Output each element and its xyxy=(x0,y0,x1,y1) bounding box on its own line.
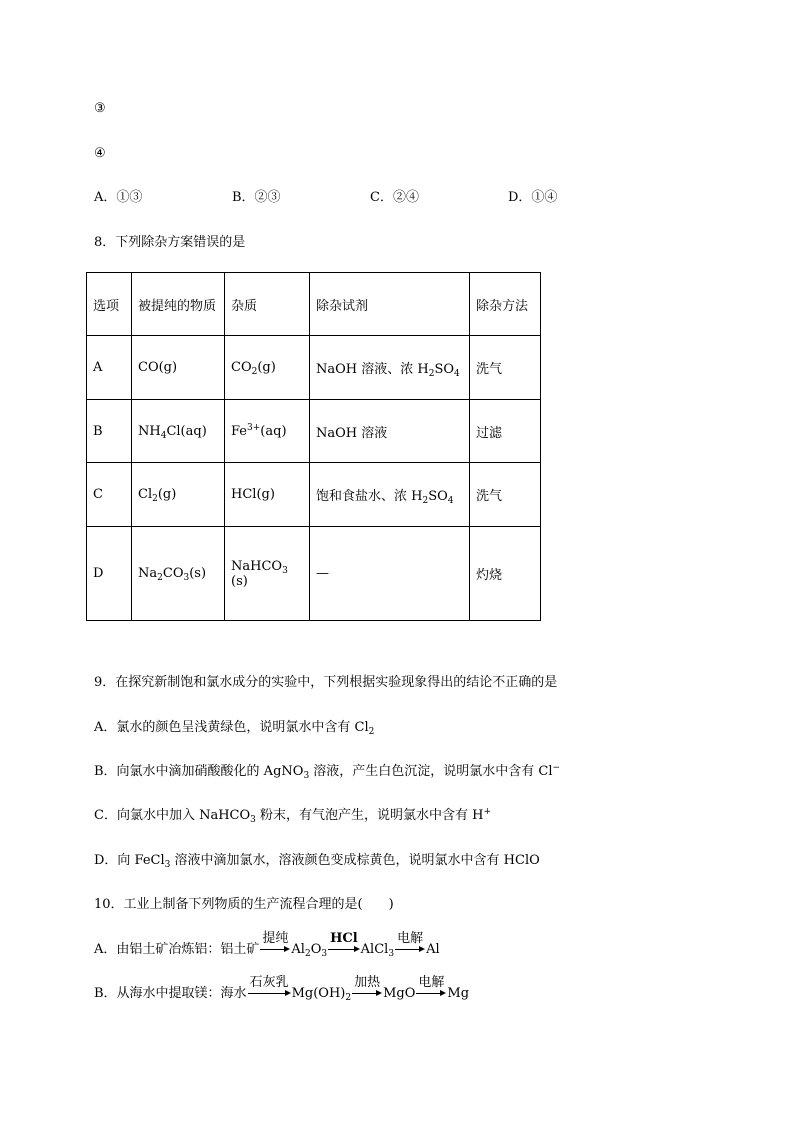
table-cell: $CO_2(g)$ xyxy=(225,336,310,400)
product: $Al_2O_3$ xyxy=(291,942,328,959)
table-header: 除杂试剂 xyxy=(310,273,470,336)
reaction-arrow-icon xyxy=(248,976,291,1004)
table-cell: NaOH 溶液、浓 $H_2SO_4$ xyxy=(310,336,470,400)
arrow-label: HCl xyxy=(330,931,358,946)
reaction-arrow-icon xyxy=(395,932,425,960)
table-cell: D xyxy=(87,527,132,621)
table-cell: A xyxy=(87,336,132,400)
reaction-arrow-icon xyxy=(352,976,382,1004)
table-header-row xyxy=(87,273,541,336)
q9-option-b: B．向氯水中滴加硝酸酸化的 AgNO$_3$ 溶液，产生白色沉淀，说明氯水中含有 Cl− xyxy=(94,763,561,781)
q9-option-d: D．向 FeCl$_3$ 溶液中滴加氯水，溶液颜色变成棕黄色，说明氯水中含有 HClO xyxy=(94,853,540,870)
table-cell: CO(g) xyxy=(132,336,225,400)
item-3-text: ③ xyxy=(94,101,106,116)
q9-option-a: A．氯水的颜色呈浅黄绿色，说明氯水中含有 $Cl_2$ xyxy=(94,720,375,737)
item-4-text: ④ xyxy=(94,146,106,161)
table-header: 选项 xyxy=(87,273,132,336)
reaction-arrow-icon xyxy=(260,932,290,960)
table-cell: C xyxy=(87,463,132,527)
table-row xyxy=(87,336,541,400)
q10-option-b xyxy=(94,976,469,1006)
table-header: 除杂方法 xyxy=(470,273,541,336)
table-cell: — xyxy=(310,527,470,621)
table-cell: 过滤 xyxy=(470,400,541,463)
arrow-label: 提纯 xyxy=(262,931,289,946)
arrow-label: 加热 xyxy=(354,975,381,990)
product: Mg xyxy=(447,986,470,1001)
arrow-label: 石灰乳 xyxy=(249,975,289,990)
table-cell: HCl(g) xyxy=(225,463,310,527)
table-cell: $Fe^{3+}(aq)$ xyxy=(225,400,310,463)
table-row xyxy=(87,400,541,463)
q9-option-c: C．向氯水中加入 NaHCO$_3$ 粉末，有气泡产生，说明氯水中含有 H+ xyxy=(94,807,492,825)
product: $Mg(OH)_2$ xyxy=(291,986,352,1003)
table-cell: 灼烧 xyxy=(470,527,541,621)
arrow-label: 电解 xyxy=(397,931,424,946)
table-cell: $NH_4Cl(aq)$ xyxy=(132,400,225,463)
product: MgO xyxy=(383,986,416,1001)
q10-b-prefix: B．从海水中提取镁：海水 xyxy=(94,986,247,1001)
q7-options xyxy=(94,188,654,208)
arrow-label: 电解 xyxy=(418,975,445,990)
table-header: 杂质 xyxy=(225,273,310,336)
q8-stem: 8．下列除杂方案错误的是 xyxy=(94,235,246,250)
product: Al xyxy=(426,942,440,957)
table-cell: NaHCO$_3$(s) xyxy=(225,527,310,621)
q7-option-a: A．①③ xyxy=(94,190,143,205)
q7-option-d: D．①④ xyxy=(508,190,558,205)
table-cell: B xyxy=(87,400,132,463)
table-header: 被提纯的物质 xyxy=(132,273,225,336)
q10-option-a xyxy=(94,932,440,962)
table-cell: 洗气 xyxy=(470,463,541,527)
table-row xyxy=(87,527,541,621)
table-cell: 洗气 xyxy=(470,336,541,400)
q10-a-prefix: A．由铝土矿冶炼铝：铝土矿 xyxy=(94,942,260,957)
table-cell: NaOH 溶液 xyxy=(310,400,470,463)
table-cell: 饱和食盐水、浓 $H_2SO_4$ xyxy=(310,463,470,527)
q7-option-b: B．②③ xyxy=(232,190,281,205)
reaction-arrow-icon xyxy=(416,976,446,1004)
q8-table xyxy=(86,272,541,621)
table-row xyxy=(87,463,541,527)
q9-stem: 9．在探究新制饱和氯水成分的实验中，下列根据实验现象得出的结论不正确的是 xyxy=(94,675,558,690)
table-cell: $Cl_2(g)$ xyxy=(132,463,225,527)
reaction-arrow-icon xyxy=(328,932,360,960)
q7-option-c: C．②④ xyxy=(370,190,419,205)
product: AlCl$_3$ xyxy=(360,942,395,959)
table-cell: $Na_2CO_3(s)$ xyxy=(132,527,225,621)
q10-stem: 10．工业上制备下列物质的生产流程合理的是( ) xyxy=(94,897,394,912)
